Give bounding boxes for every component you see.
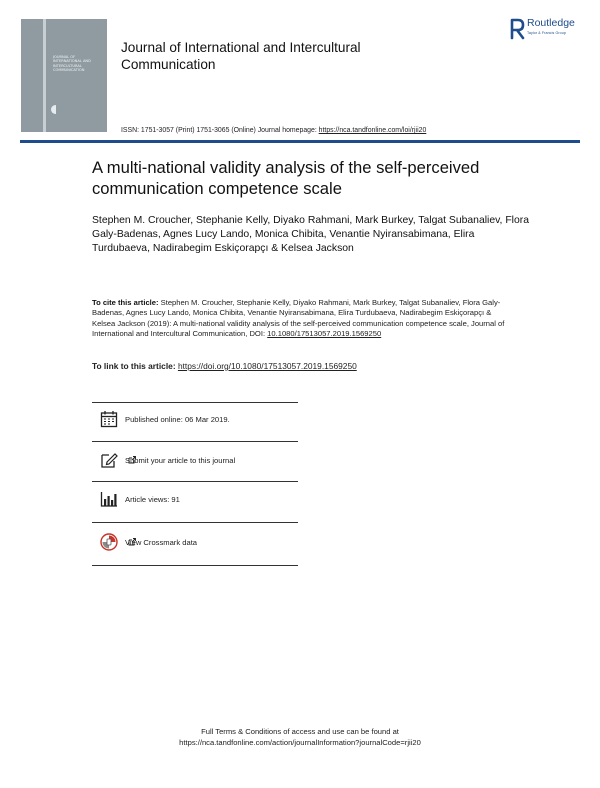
info-divider xyxy=(92,522,298,523)
journal-title[interactable]: Journal of International and Intercultural Communication xyxy=(121,40,361,72)
author-list: Stephen M. Croucher, Stephanie Kelly, Diyako Rahmani, Mark Burkey, Talgat Subanaliev, Flora Galy-Badenas, Agnes Lucy Lando, Monica Chibita, Venantie Nyiransabimana, Elira Turdubaeva, Nadirabegim Eskiçorapçı & Kelsea Jackson xyxy=(92,215,530,254)
terms-footer xyxy=(100,726,500,748)
submit-article-row[interactable] xyxy=(100,451,310,471)
journal-homepage-link[interactable]: https://nca.tandfonline.com/loi/rjii20 xyxy=(318,127,427,134)
doi-link[interactable]: 10.1080/17513057.2019.1569250 xyxy=(267,329,382,339)
brand-name: Routledge xyxy=(527,17,575,29)
external-link-icon xyxy=(128,456,136,464)
submit-article-link[interactable]: Submit your article to this journal xyxy=(125,456,236,465)
journal-cover-image[interactable] xyxy=(21,19,107,132)
article-views-row xyxy=(100,490,310,510)
calendar-icon xyxy=(100,410,118,428)
crossmark-row[interactable] xyxy=(100,533,310,553)
crossmark-link[interactable]: View Crossmark data xyxy=(125,538,198,547)
info-divider xyxy=(92,441,298,442)
citation-text: Stephen M. Croucher, Stephanie Kelly, Diyako Rahmani, Mark Burkey, Talgat Subanaliev, Flora Galy-Badenas, Agnes Lucy Lando, Monica Chibita, Venantie Nyiransabimana, Elira Turdubaeva, Nadirabegim Eskiçorapçı & Kelsea Jackson (2019): A multi-national validity analysis of the self-perceived communication competence scale, Journal of International and Intercultural Communication, DOI: xyxy=(92,298,505,339)
cover-stripe xyxy=(43,19,46,132)
link-label: To link to this article: xyxy=(92,361,178,371)
publisher-logo[interactable] xyxy=(509,17,589,41)
journal-information-link[interactable]: https://nca.tandfonline.com/action/journalInformation?journalCode=rjii20 xyxy=(179,738,421,747)
cover-publisher-logo-icon xyxy=(51,105,60,114)
brand-tagline: Taylor & Francis Group xyxy=(527,31,566,35)
issn-line: ISSN: 1751-3057 (Print) 1751-3065 (Online) Journal homepage: https://nca.tandfonline.com/loi/rjii20 xyxy=(121,127,427,134)
article-title: A multi-national validity analysis of the self-perceived communication competence scale xyxy=(92,158,480,198)
edit-icon xyxy=(100,451,118,469)
info-divider xyxy=(92,402,298,403)
published-date: Published online: 06 Mar 2019. xyxy=(125,415,230,424)
info-divider xyxy=(92,481,298,482)
article-views: Article views: 91 xyxy=(125,495,180,504)
routledge-logo-icon xyxy=(509,18,525,40)
cover-title: JOURNAL OF INTERNATIONAL AND INTERCULTURAL COMMUNICATION xyxy=(53,55,91,73)
external-link-icon xyxy=(128,538,136,546)
header-divider xyxy=(20,140,580,143)
terms-text: Full Terms & Conditions of access and use can be found at xyxy=(201,727,399,736)
crossmark-icon xyxy=(100,533,118,551)
article-doi-url[interactable]: https://doi.org/10.1080/17513057.2019.1569250 xyxy=(177,361,357,371)
bar-chart-icon xyxy=(100,490,118,508)
published-row xyxy=(100,410,310,430)
article-link-line xyxy=(92,361,532,371)
citation-label: To cite this article: xyxy=(92,298,161,307)
citation-block xyxy=(92,298,512,340)
info-divider xyxy=(92,565,298,566)
